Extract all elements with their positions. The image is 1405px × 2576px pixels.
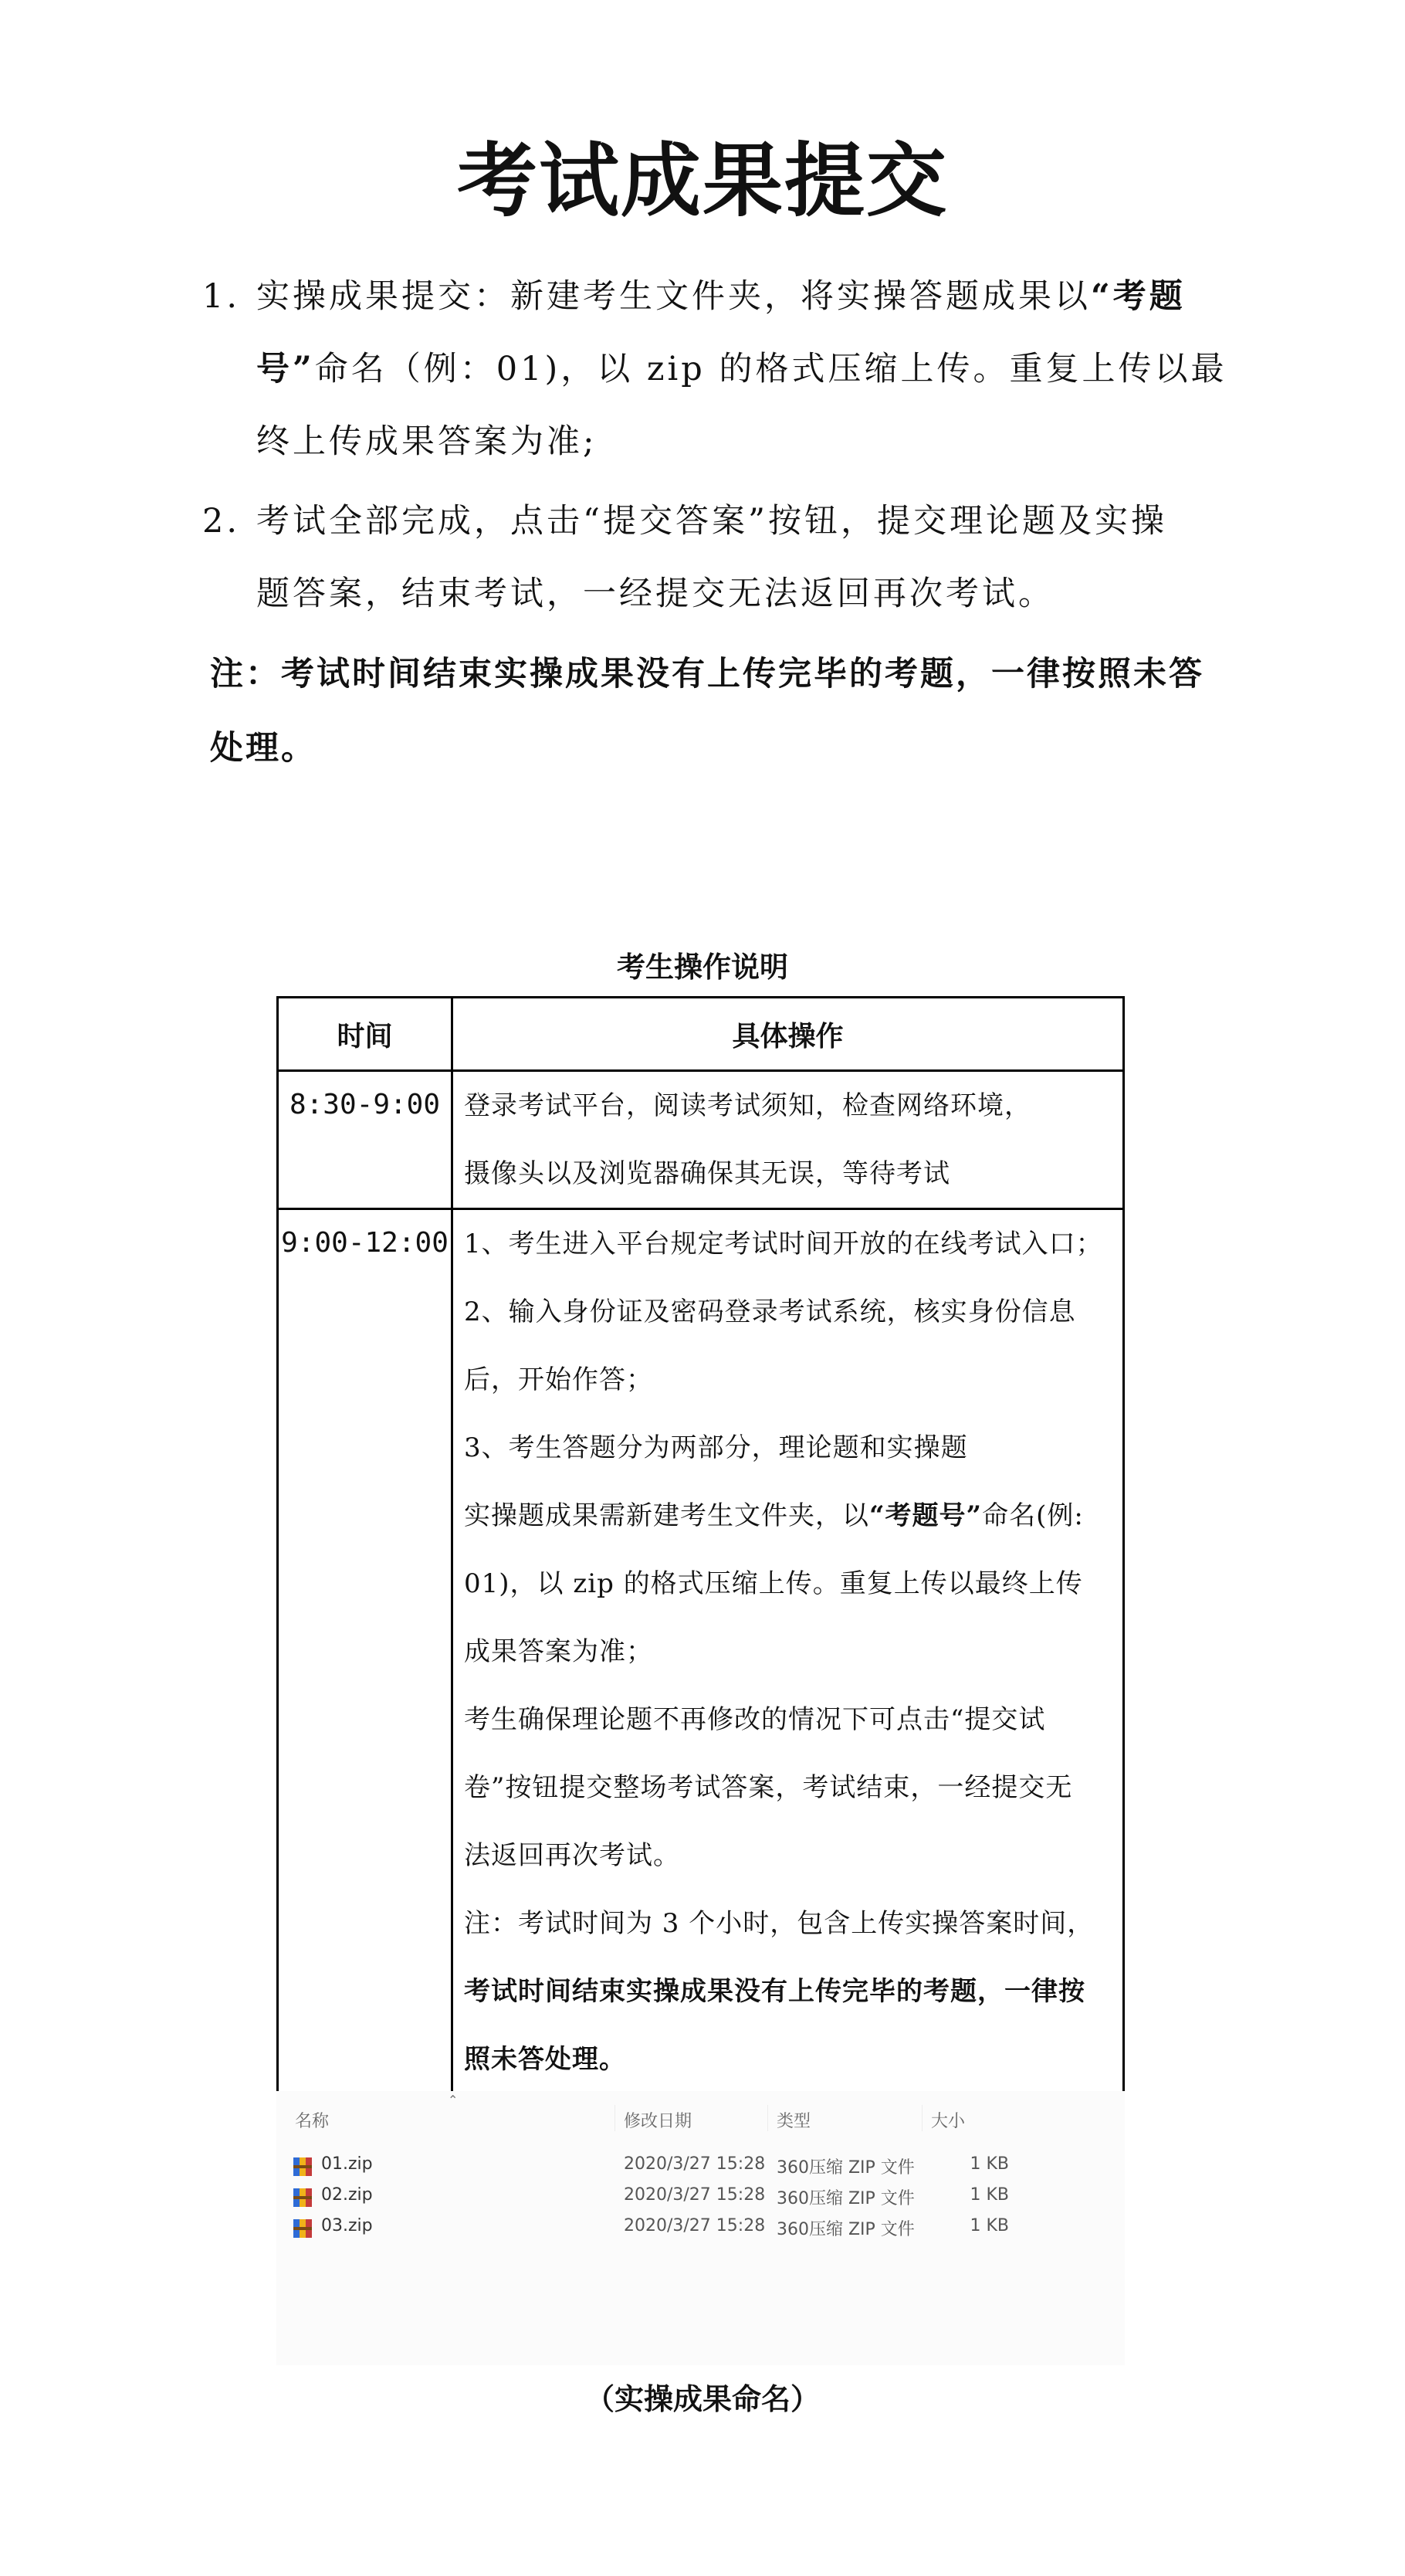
row-2-time: 9:00-12:00 (278, 1209, 452, 2095)
row-2-line-12: 考试时间结束实操成果没有上传完毕的考题，一律按 (464, 1976, 1085, 2007)
instruction-1-line-2 (202, 333, 1227, 405)
column-divider (922, 2105, 923, 2131)
file-date: 2020/3/27 15:28 (624, 2216, 766, 2235)
row-2-line-10: 法返回再次考试。 (464, 1840, 680, 1871)
row-2-line-7: 成果答案为准； (464, 1636, 653, 1667)
file-row[interactable] (276, 2213, 1125, 2244)
instruction-2-text: 考试全部完成，点击“提交答案”按钮，提交理论题及实操 (256, 502, 1167, 541)
file-row[interactable] (276, 2182, 1125, 2213)
column-divider (614, 2105, 615, 2131)
table-header-row (278, 998, 1124, 1071)
row-2-line-6: 01)，以 zip 的格式压缩上传。重复上传以最终上传 (464, 1568, 1083, 1599)
zip-file-icon (293, 2188, 312, 2207)
instruction-1-line-3 (202, 405, 1206, 478)
instruction-1-text-3: 终上传成果答案为准; (256, 422, 598, 461)
instruction-1-line-1 (202, 260, 1206, 333)
row-2-line-5-pre: 实操题成果需新建考生文件夹，以 (464, 1500, 869, 1531)
file-date: 2020/3/27 15:28 (624, 2154, 766, 2174)
row-2-line-5-post: 命名(例: (982, 1500, 1084, 1531)
file-type: 360压缩 ZIP 文件 (777, 2158, 915, 2178)
instruction-2-number: 2. (202, 502, 241, 541)
instruction-1-text: 实操成果提交：新建考生文件夹，将实操答题成果以 (256, 277, 1091, 316)
row-2-line-3: 后，开始作答； (464, 1364, 653, 1395)
exam-note-line-1: 注：考试时间结束实操成果没有上传完毕的考题，一律按照未答 (210, 655, 1204, 693)
file-date: 2020/3/27 15:28 (624, 2185, 766, 2205)
instruction-2-line-2 (202, 558, 1206, 630)
file-name: 02.zip (321, 2185, 373, 2205)
row-1-time: 8:30-9:00 (278, 1071, 452, 1209)
exam-note (210, 637, 1214, 785)
file-row[interactable] (276, 2151, 1125, 2182)
file-size: 1 KB (970, 2154, 1009, 2174)
instruction-1 (202, 260, 1227, 478)
figure-caption: （实操成果命名） (584, 2381, 820, 2416)
file-name: 03.zip (321, 2216, 373, 2235)
row-1-line-1: 登录考试平台，阅读考试须知，检查网络环境， (464, 1090, 1031, 1121)
instruction-1-number: 1. (202, 277, 241, 316)
row-2-line-2: 2、输入身份证及密码登录考试系统，核实身份信息 (464, 1296, 1076, 1327)
file-size: 1 KB (970, 2216, 1009, 2235)
instruction-1-bold-2: 号” (256, 350, 315, 388)
row-2-line-5-bold: “考题号” (869, 1500, 983, 1531)
column-header-size[interactable]: 大小 (931, 2112, 966, 2131)
table-header-time: 时间 (278, 998, 452, 1071)
table-row (278, 1071, 1124, 1209)
file-type: 360压缩 ZIP 文件 (777, 2220, 915, 2239)
instruction-2 (202, 485, 1206, 630)
instruction-1-text-2: 命名（例：01)，以 zip 的格式压缩上传。重复上传以最 (314, 350, 1227, 388)
instruction-2-line-1 (202, 485, 1206, 558)
row-2-line-4: 3、考生答题分为两部分，理论题和实操题 (464, 1432, 968, 1463)
row-2-description (452, 1209, 1124, 2095)
sort-up-icon: ⌃ (448, 2093, 459, 2107)
row-2-line-5 (464, 1482, 1116, 1550)
table-header-operation: 具体操作 (452, 998, 1124, 1071)
operations-table (276, 996, 1125, 2096)
instruction-2-text-2: 题答案，结束考试，一经提交无法返回再次考试。 (256, 575, 1055, 613)
zip-file-icon (293, 2219, 312, 2238)
exam-note-line-2: 处理。 (210, 729, 317, 768)
row-1-description (452, 1071, 1124, 1209)
column-header-date[interactable]: 修改日期 (624, 2112, 692, 2131)
row-2-line-8: 考生确保理论题不再修改的情况下可点击“提交试 (464, 1704, 1046, 1735)
column-header-name[interactable]: 名称 (295, 2112, 330, 2131)
row-2-line-1: 1、考生进入平台规定考试时间开放的在线考试入口； (464, 1229, 1103, 1259)
page-title: 考试成果提交 (456, 134, 948, 228)
table-caption: 考生操作说明 (617, 950, 788, 984)
column-divider (767, 2105, 768, 2131)
instruction-1-bold: “考题 (1091, 277, 1186, 316)
zip-file-icon (293, 2157, 312, 2176)
row-1-line-2: 摄像头以及浏览器确保其无误，等待考试 (464, 1158, 950, 1189)
file-size: 1 KB (970, 2185, 1009, 2205)
file-list-header (276, 2105, 1125, 2136)
file-explorer-screenshot (276, 2091, 1125, 2365)
file-name: 01.zip (321, 2154, 373, 2174)
table-row (278, 1209, 1124, 2095)
column-header-type[interactable]: 类型 (777, 2112, 811, 2131)
row-2-line-11: 注：考试时间为 3 个小时，包含上传实操答案时间， (464, 1908, 1095, 1939)
row-2-line-9: 卷”按钮提交整场考试答案，考试结束，一经提交无 (464, 1772, 1073, 1803)
file-type: 360压缩 ZIP 文件 (777, 2189, 915, 2208)
row-2-line-13: 照未答处理。 (464, 2044, 626, 2075)
